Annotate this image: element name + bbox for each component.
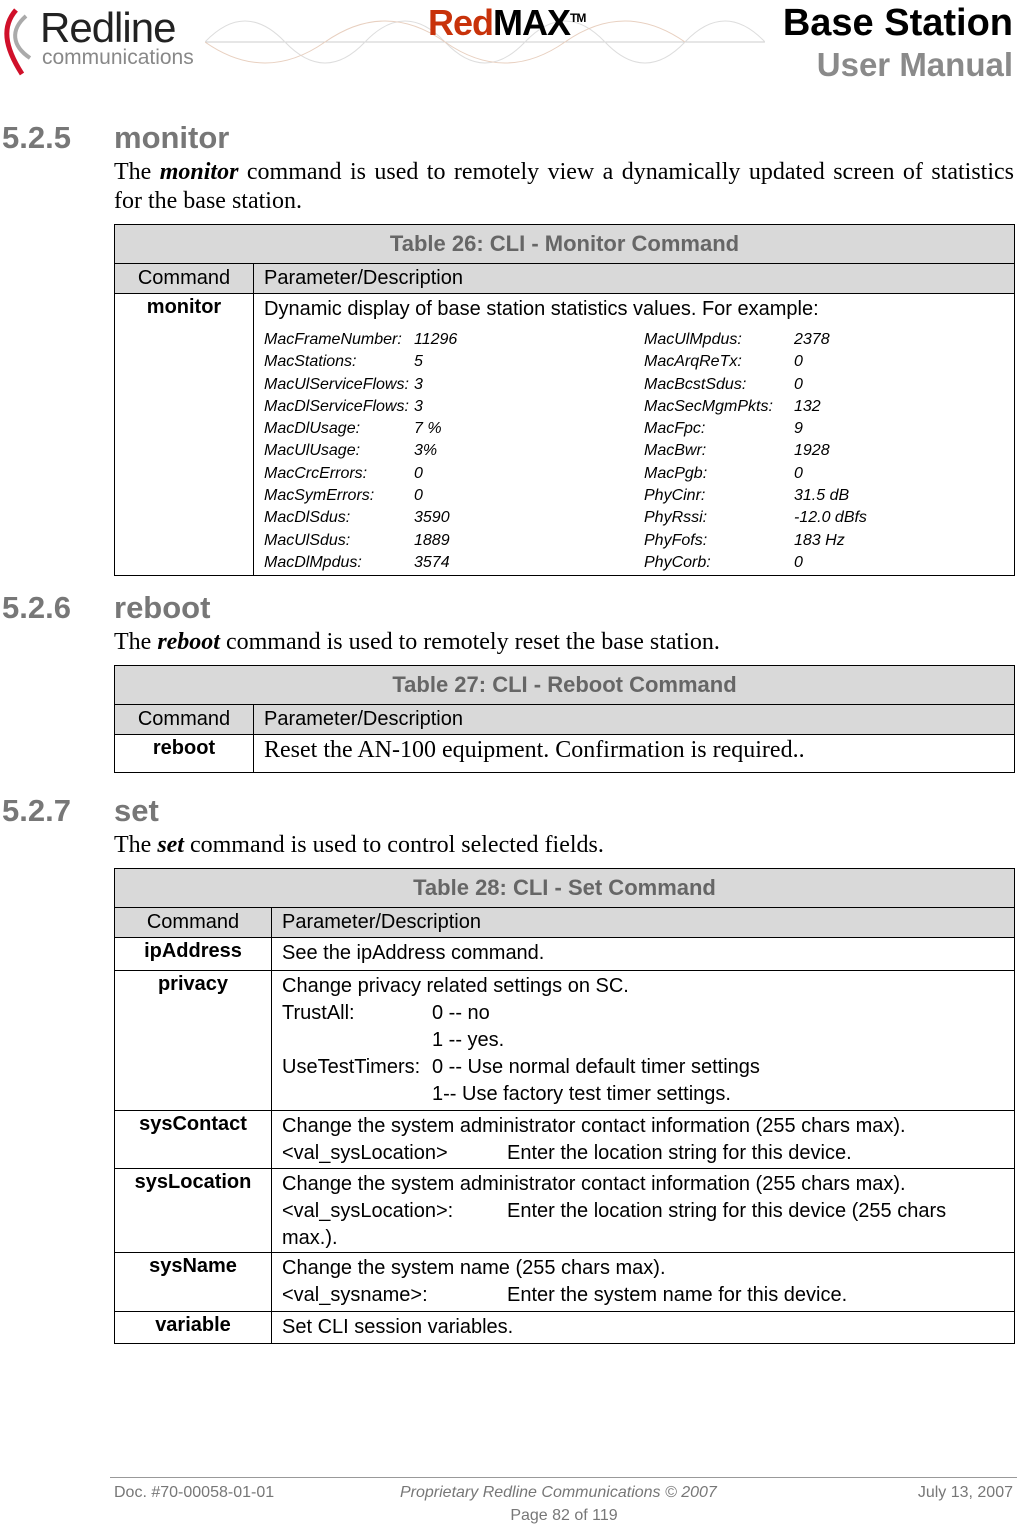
- stat-label: MacBcstSdus:: [644, 375, 747, 393]
- param-text: Set CLI session variables.: [282, 1316, 514, 1338]
- stat-value: 9: [794, 420, 803, 438]
- table-row: [115, 1253, 1015, 1312]
- table-row: [115, 971, 1015, 1111]
- description-cell: [272, 938, 1015, 971]
- param-text: Change the system name (255 chars max).: [282, 1257, 666, 1279]
- stat-label: MacFpc:: [644, 420, 706, 438]
- param-text: Change the system administrator contact information (255 chars max).: [282, 1115, 906, 1137]
- swoosh-icon: [2, 6, 36, 78]
- stat-label: MacUlMpdus:: [644, 331, 742, 348]
- stat-label: PhyCinr:: [644, 487, 706, 505]
- stat-value: 3: [414, 375, 423, 393]
- param-text: 1-- Use factory test timer settings.: [432, 1083, 731, 1105]
- column-header: Parameter/Description: [254, 264, 1015, 294]
- stat-label: MacBwr:: [644, 442, 707, 460]
- stat-value: 1889: [414, 531, 450, 549]
- stat-value: 31.5 dB: [794, 487, 850, 505]
- stat-label: PhyCorb:: [644, 553, 711, 571]
- stat-label: PhyFofs:: [644, 531, 708, 549]
- monitor-table: [114, 224, 1015, 576]
- redline-logo: Redline communications: [2, 2, 202, 78]
- column-header: Command: [115, 908, 272, 938]
- table-row: [115, 1111, 1015, 1169]
- command-cell: variable: [115, 1312, 272, 1344]
- param-name: TrustAll:: [282, 1002, 355, 1024]
- redmax-logo: RedMAX™: [428, 2, 586, 43]
- section-heading-reboot: 5.2.6 reboot: [2, 590, 211, 625]
- param-text: max.).: [282, 1227, 338, 1249]
- reboot-table: [114, 665, 1015, 773]
- monitor-paragraph: The monitor command is used to remotely view a dynamically updated screen of statistics for the base station.: [114, 159, 1015, 214]
- param-text: 0 -- no: [432, 1002, 490, 1024]
- stat-label: MacStations:: [264, 353, 357, 371]
- set-table: [114, 868, 1015, 1344]
- stat-label: MacUlSdus:: [264, 531, 351, 549]
- stat-label: MacUlUsage:: [264, 442, 361, 460]
- param-name: [282, 1081, 432, 1108]
- command-cell: ipAddress: [115, 938, 272, 971]
- stat-label: PhyRssi:: [644, 509, 708, 527]
- reboot-paragraph: The reboot command is used to remotely reset the base station.: [114, 629, 720, 655]
- stat-value: 0: [794, 464, 803, 482]
- column-header: Parameter/Description: [254, 705, 1015, 735]
- table-row: [115, 1312, 1015, 1344]
- stat-value: 0: [794, 353, 803, 371]
- command-cell: privacy: [115, 971, 272, 1111]
- description-cell: [272, 1169, 1015, 1253]
- command-cell: monitor: [115, 294, 254, 576]
- param-text: See the ipAddress command.: [282, 942, 545, 964]
- table-title: Table 26: CLI - Monitor Command: [115, 225, 1015, 264]
- command-cell: sysName: [115, 1253, 272, 1312]
- stat-value: 11296: [414, 331, 458, 348]
- stat-label: MacCrcErrors:: [264, 464, 368, 482]
- table-row: [115, 1169, 1015, 1253]
- footer-doc-number: Doc. #70-00058-01-01: [114, 1484, 275, 1501]
- stat-label: MacDlSdus:: [264, 509, 351, 527]
- stats-grid: [264, 329, 1014, 574]
- stat-value: 7 %: [414, 420, 442, 438]
- header-subtitle: User Manual: [816, 46, 1013, 83]
- stat-value: 3590: [414, 509, 450, 527]
- command-cell: sysLocation: [115, 1169, 272, 1253]
- footer-copyright: Proprietary Redline Communications © 2007: [400, 1484, 717, 1501]
- footer-date: July 13, 2007: [917, 1484, 1013, 1501]
- stat-value: 0: [794, 375, 803, 393]
- header-title: Base Station: [782, 2, 1013, 44]
- param-name: <val_sysLocation>:: [282, 1200, 454, 1222]
- stat-label: MacDlServiceFlows:: [264, 397, 409, 415]
- section-heading-set: 5.2.7 set: [2, 793, 159, 828]
- column-header: Command: [115, 264, 254, 294]
- description-cell: Reset the AN-100 equipment. Confirmation is required..: [254, 735, 1015, 773]
- stat-label: MacSecMgmPkts:: [644, 397, 773, 415]
- stat-label: MacFrameNumber:: [264, 331, 402, 348]
- stat-value: 5: [414, 353, 423, 371]
- param-text: 1 -- yes.: [432, 1029, 505, 1051]
- stat-value: 3%: [414, 442, 438, 460]
- param-text: Enter the location string for this device (255 chars: [507, 1200, 947, 1222]
- stat-value: 183 Hz: [794, 531, 845, 549]
- stat-value: 0: [414, 464, 423, 482]
- param-text: 0 -- Use normal default timer settings: [432, 1056, 760, 1078]
- stat-value: -12.0 dBfs: [794, 509, 867, 527]
- set-paragraph: The set command is used to control selected fields.: [114, 832, 604, 858]
- section-heading-monitor: 5.2.5 monitor: [2, 120, 230, 155]
- param-text: Enter the system name for this device.: [507, 1284, 848, 1306]
- description-cell: [272, 1111, 1015, 1169]
- stat-value: 2378: [794, 331, 830, 348]
- table-title: Table 28: CLI - Set Command: [115, 869, 1015, 908]
- description-cell: [272, 1253, 1015, 1312]
- stat-value: 0: [794, 553, 803, 571]
- stat-value: 3574: [414, 553, 450, 571]
- stat-label: MacArqReTx:: [644, 353, 742, 371]
- stat-label: MacSymErrors:: [264, 487, 375, 505]
- param-text: Change the system administrator contact information (255 chars max).: [282, 1173, 906, 1195]
- stat-value: 0: [414, 487, 423, 505]
- stat-label: MacDlUsage:: [264, 420, 361, 438]
- stat-label: MacDlMpdus:: [264, 553, 362, 571]
- stat-value: 3: [414, 397, 423, 415]
- description-cell: [272, 971, 1015, 1111]
- param-text: Enter the location string for this device.: [507, 1142, 852, 1164]
- param-name: [282, 1027, 432, 1054]
- description-cell: Dynamic display of base station statistics values. For example: MacFrameNumber: 11296 MacUlMpdus: 2378 MacStations: 5 MacArqReTx: 0 MacUlServiceFlows: 3 MacBcstSdus: 0 MacDlServiceFlows: 3 MacSecMgmPkts: 132 MacDlUsage: 7 % MacFpc: 9 MacUlUsage: 3% MacBwr: 1928 MacCrcErrors: 0 MacPgb: 0 MacSymErrors: 0 PhyCinr: 31.5 dB MacDlSdus: 3590 PhyRssi: -12.0 dBfs MacUlSdus: 1889 PhyFofs: 183 Hz MacDlMpdus: 3574 PhyCorb: 0: [254, 294, 1015, 576]
- description-cell: [272, 1312, 1015, 1344]
- footer-divider: [110, 1477, 1017, 1478]
- stat-value: 132: [794, 397, 821, 415]
- table-title: Table 27: CLI - Reboot Command: [115, 666, 1015, 705]
- command-cell: sysContact: [115, 1111, 272, 1169]
- param-text: Change privacy related settings on SC.: [282, 975, 629, 997]
- param-name: UseTestTimers:: [282, 1056, 421, 1078]
- column-header: Command: [115, 705, 254, 735]
- footer-page-number: Page 82 of 119: [510, 1507, 618, 1524]
- stat-value: 1928: [794, 442, 830, 460]
- table-row: [115, 938, 1015, 971]
- stat-label: MacPgb:: [644, 464, 708, 482]
- column-header: Parameter/Description: [272, 908, 1015, 938]
- param-name: <val_sysLocation>: [282, 1142, 448, 1164]
- command-cell: reboot: [115, 735, 254, 773]
- param-name: <val_sysname>:: [282, 1284, 428, 1306]
- stat-label: MacUlServiceFlows:: [264, 375, 409, 393]
